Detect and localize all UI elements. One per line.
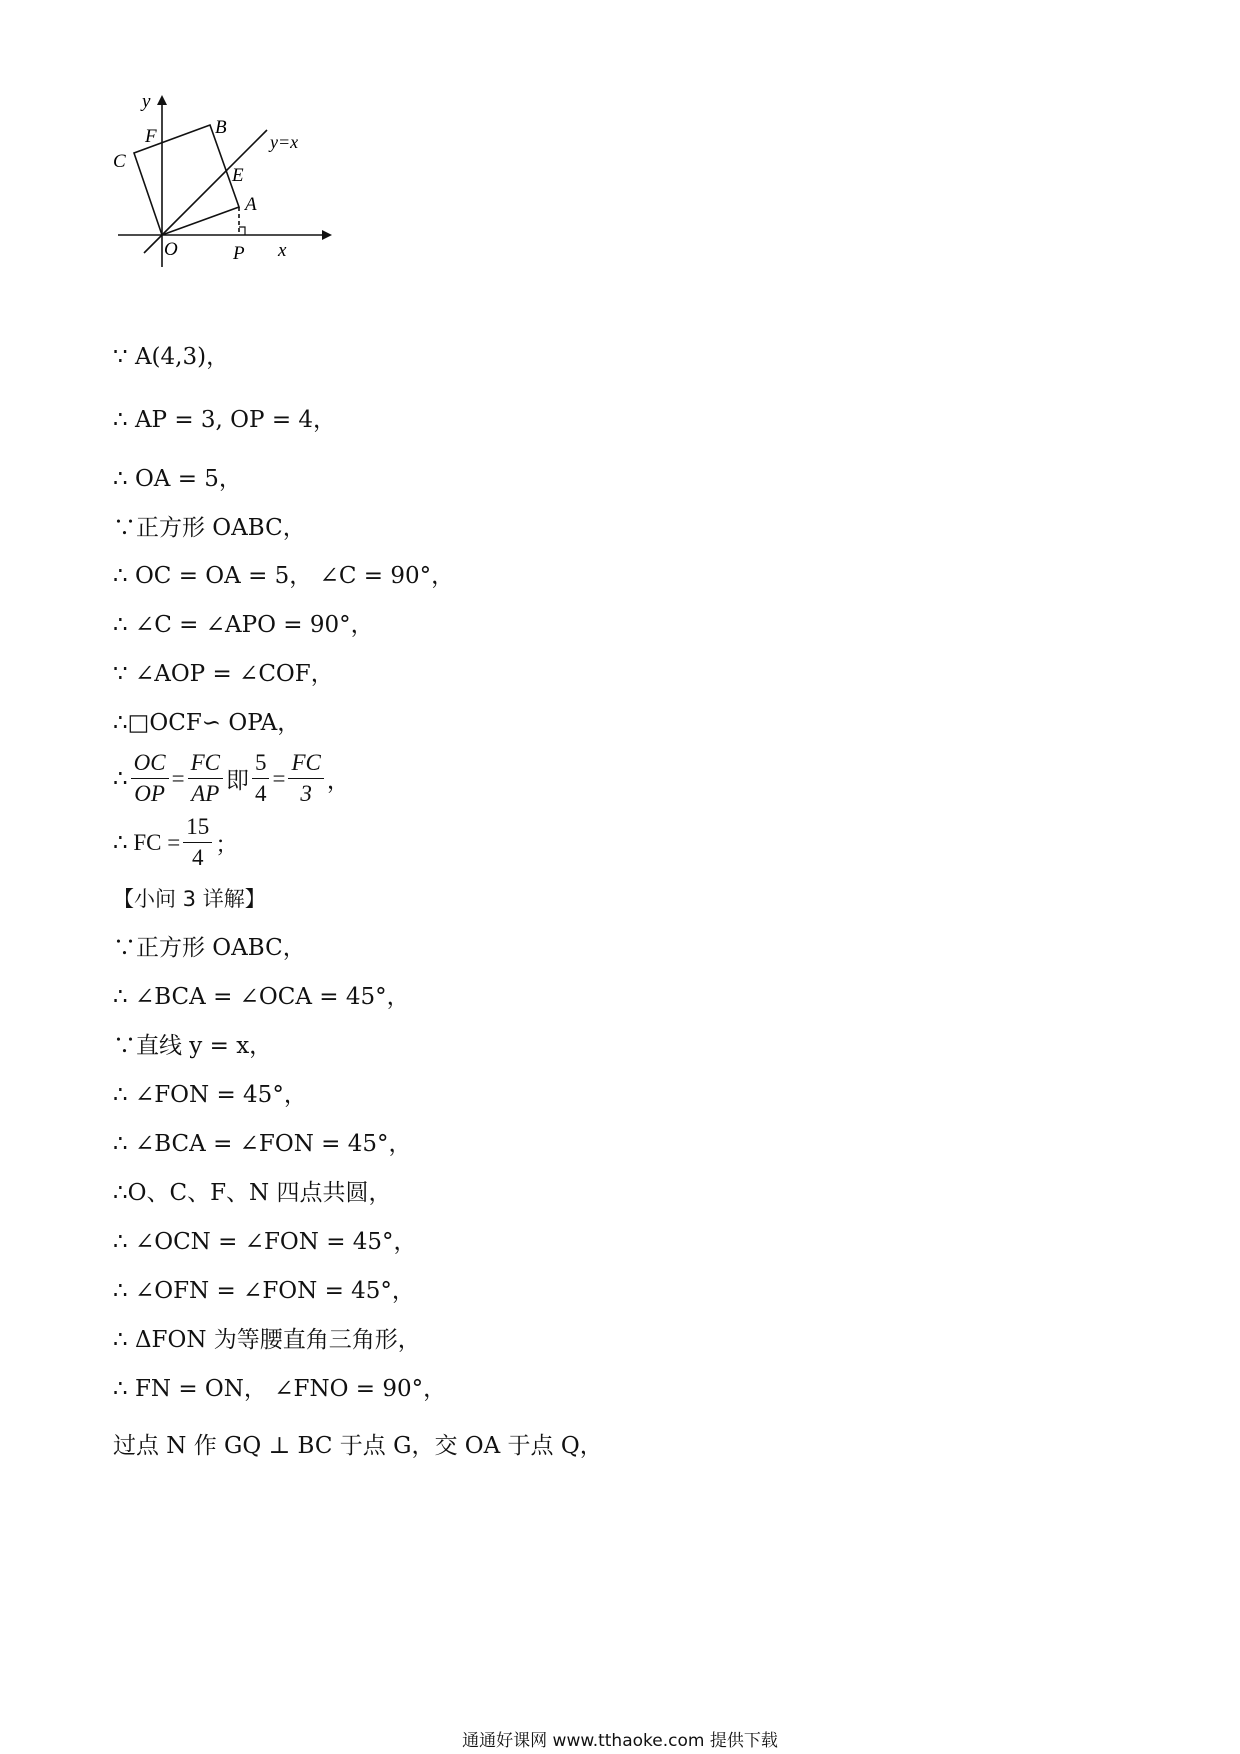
- page-footer: [0, 1726, 1240, 1751]
- line-text: ∴ AP = 3, OP = 4，: [113, 407, 337, 433]
- solution-line: [113, 1080, 307, 1110]
- line-text: ∵正方形 OABC，: [113, 935, 306, 961]
- equals: =: [171, 765, 185, 791]
- line-text: ∴ ∠BCA = ∠OCA = 45°，: [113, 984, 410, 1010]
- section-title-text: 【小问 3 详解】: [113, 887, 266, 911]
- line-text: ∴ FN = ON， ∠FNO = 90°，: [113, 1376, 447, 1402]
- line-text: ∴O、C、F、N 四点共圆，: [113, 1180, 392, 1206]
- fraction-fc-ap: [188, 748, 223, 809]
- section-title: [113, 884, 266, 914]
- fraction-fc-3: [288, 748, 323, 809]
- fraction-5-4: [252, 748, 270, 809]
- solution-line: [113, 513, 306, 543]
- numerator: 15: [183, 812, 212, 843]
- suffix: ；: [215, 832, 239, 857]
- line-text: ∴ ∠BCA = ∠FON = 45°，: [113, 1131, 412, 1157]
- label-e: E: [232, 165, 244, 186]
- numerator: OC: [131, 748, 169, 779]
- geometry-figure: [112, 95, 352, 295]
- denominator: 4: [192, 845, 204, 870]
- line-text: ∴ ∠OFN = ∠FON = 45°，: [113, 1278, 415, 1304]
- numerator: FC: [188, 748, 223, 779]
- solution-line: [113, 405, 336, 435]
- solution-line: [113, 464, 242, 494]
- fc-result-line: [113, 812, 238, 873]
- label-o: O: [164, 239, 178, 260]
- proportion-line: [113, 748, 350, 809]
- solution-line: [113, 1431, 603, 1461]
- solution-line: [113, 1129, 412, 1159]
- label-c: C: [113, 151, 126, 172]
- solution-line: [113, 659, 334, 689]
- solution-line: [113, 933, 306, 963]
- label-x: x: [278, 240, 287, 261]
- label-a: A: [245, 194, 257, 215]
- denominator: AP: [191, 781, 220, 806]
- line-text: 过点 N 作 GQ ⊥ BC 于点 G，交 OA 于点 Q，: [113, 1433, 603, 1459]
- denominator: OP: [134, 781, 165, 806]
- line-text: ∴ ∠FON = 45°，: [113, 1082, 307, 1108]
- right-angle-mark: [239, 227, 245, 235]
- x-arrow: [322, 230, 332, 240]
- footer-text: 通通好课网 www.tthaoke.com 提供下载: [462, 1731, 778, 1751]
- numerator: FC: [288, 748, 323, 779]
- line-text: ∴ ΔFON 为等腰直角三角形，: [113, 1327, 421, 1353]
- fraction-oc-op: [131, 748, 169, 809]
- line-text: ∵正方形 OABC，: [113, 515, 306, 541]
- line-text: ∴□OCF∽ OPA，: [113, 710, 301, 736]
- connector: 即: [225, 768, 249, 793]
- prefix: ∴: [113, 765, 128, 791]
- prefix: ∴ FC =: [113, 829, 181, 855]
- fraction-15-4: [183, 812, 212, 873]
- line-text: ∴ OC = OA = 5， ∠C = 90°，: [113, 563, 455, 589]
- suffix: ，: [326, 768, 350, 793]
- line-text: ∵ A(4,3)，: [113, 344, 230, 370]
- solution-line: [113, 708, 300, 738]
- solution-line: [113, 1227, 417, 1257]
- solution-line: [113, 982, 410, 1012]
- solution-line: [113, 610, 374, 640]
- label-y: y: [142, 95, 151, 112]
- solution-line: [113, 1325, 421, 1355]
- label-f: F: [145, 126, 157, 147]
- solution-line: [113, 1276, 415, 1306]
- solution-line: [113, 342, 229, 372]
- line-text: ∴ ∠OCN = ∠FON = 45°，: [113, 1229, 417, 1255]
- solution-line: [113, 1374, 446, 1404]
- label-p: P: [233, 243, 245, 264]
- numerator: 5: [252, 748, 270, 779]
- denominator: 4: [254, 781, 267, 806]
- line-text: ∴ OA = 5，: [113, 466, 242, 492]
- equals: =: [272, 765, 286, 791]
- line-text: ∴ ∠C = ∠APO = 90°，: [113, 612, 374, 638]
- solution-line: [113, 1178, 391, 1208]
- denominator: 3: [300, 781, 312, 806]
- y-arrow: [157, 95, 167, 105]
- label-b: B: [215, 117, 227, 138]
- solution-line: [113, 561, 454, 591]
- label-line: y=x: [270, 132, 299, 152]
- line-text: ∵直线 y = x，: [113, 1033, 273, 1059]
- line-text: ∵ ∠AOP = ∠COF，: [113, 661, 334, 687]
- solution-line: [113, 1031, 272, 1061]
